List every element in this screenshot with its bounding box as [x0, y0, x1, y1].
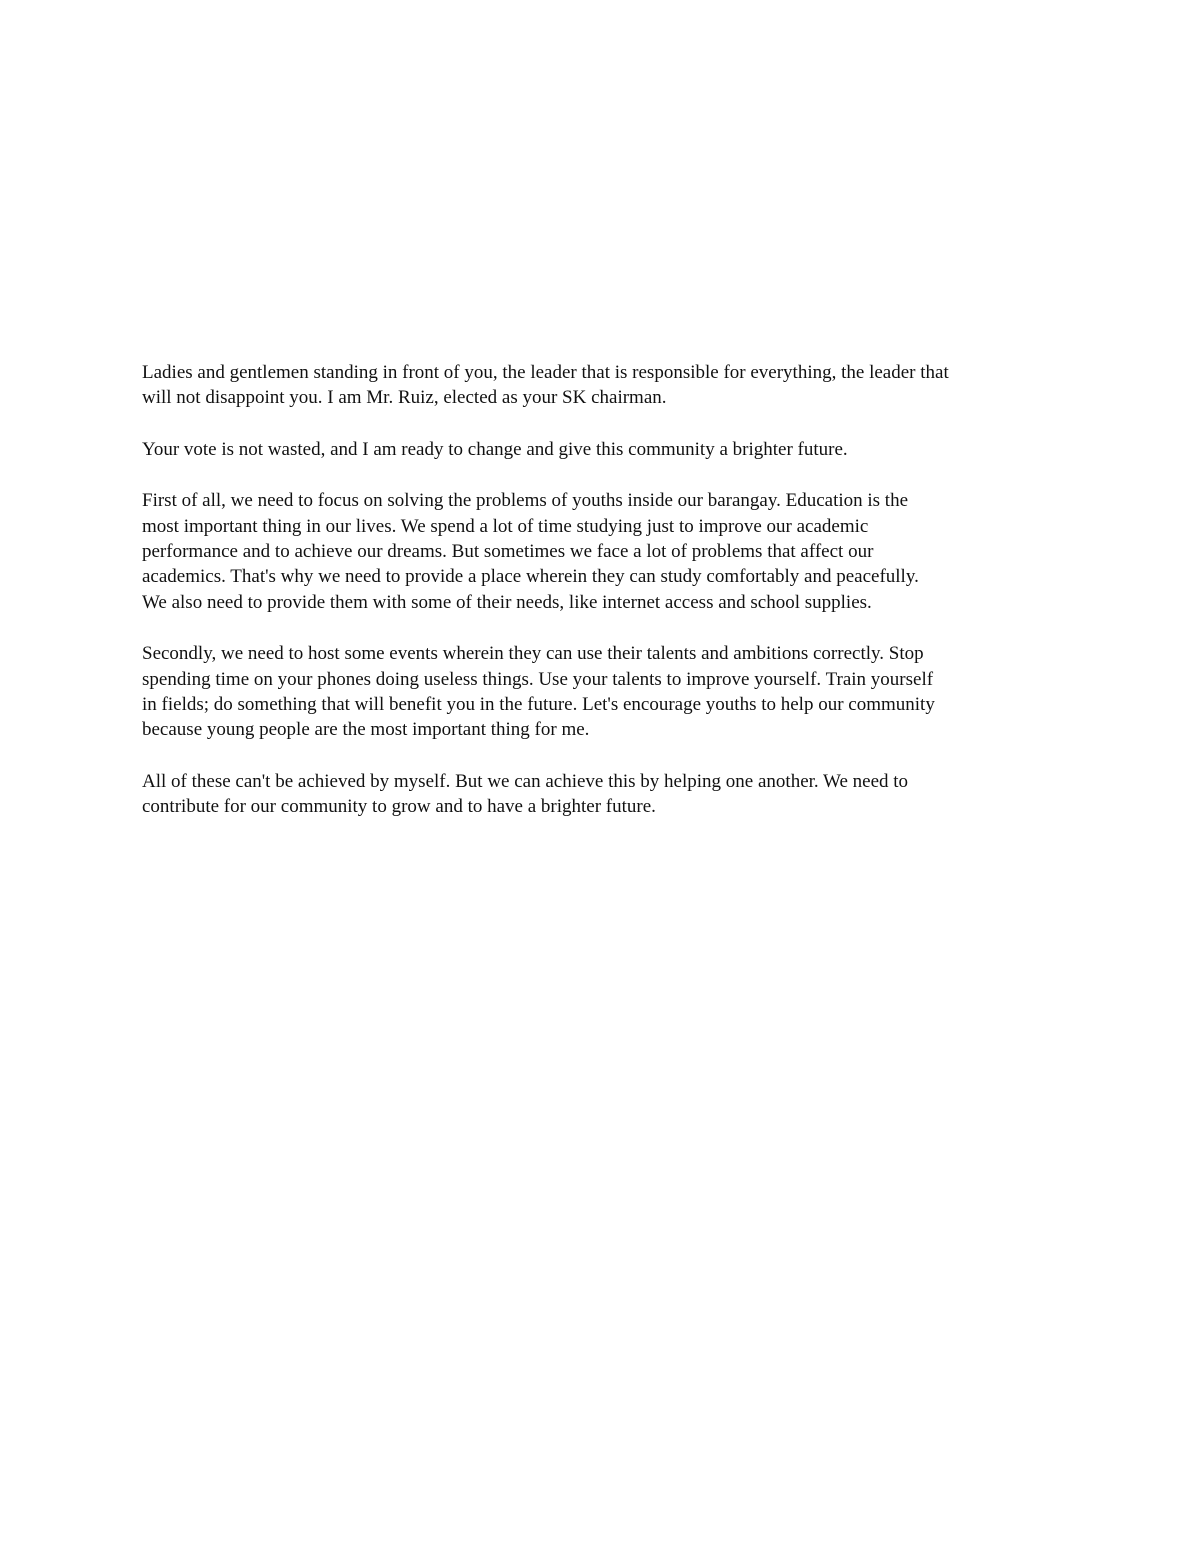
paragraph-introduction	[142, 360, 1072, 411]
text-line: All of these can't be achieved by myself. But we can achieve this by helping one another. We need to	[142, 770, 909, 792]
text-line: because young people are the most important thing for me.	[142, 719, 590, 741]
text-line: We also need to provide them with some of their needs, like internet access and school supplies.	[142, 591, 872, 613]
text-line: Your vote is not wasted, and I am ready to change and give this community a brighter future.	[142, 438, 848, 460]
paragraph-vote	[142, 437, 1072, 462]
document-body	[142, 360, 1072, 846]
text-line: academics. That's why we need to provide a place wherein they can study comfortably and peacefully.	[142, 566, 919, 588]
text-line: most important thing in our lives. We spend a lot of time studying just to improve our academic	[142, 515, 869, 537]
text-line: performance and to achieve our dreams. But sometimes we face a lot of problems that affect our	[142, 541, 874, 563]
paragraph-education	[142, 488, 1072, 615]
text-line: in fields; do something that will benefit you in the future. Let's encourage youths to help our community	[142, 694, 935, 716]
text-line: contribute for our community to grow and to have a brighter future.	[142, 796, 656, 818]
text-line: Secondly, we need to host some events wherein they can use their talents and ambitions correctly. Stop	[142, 643, 924, 665]
text-line: spending time on your phones doing useless things. Use your talents to improve yourself. Train yourself	[142, 668, 934, 690]
text-line: will not disappoint you. I am Mr. Ruiz, elected as your SK chairman.	[142, 387, 667, 409]
text-line: Ladies and gentlemen standing in front of you, the leader that is responsible for everything, the leader that	[142, 362, 949, 383]
paragraph-events	[142, 641, 1072, 743]
text-line: First of all, we need to focus on solving the problems of youths inside our barangay. Education is the	[142, 490, 909, 512]
paragraph-conclusion	[142, 769, 1072, 820]
